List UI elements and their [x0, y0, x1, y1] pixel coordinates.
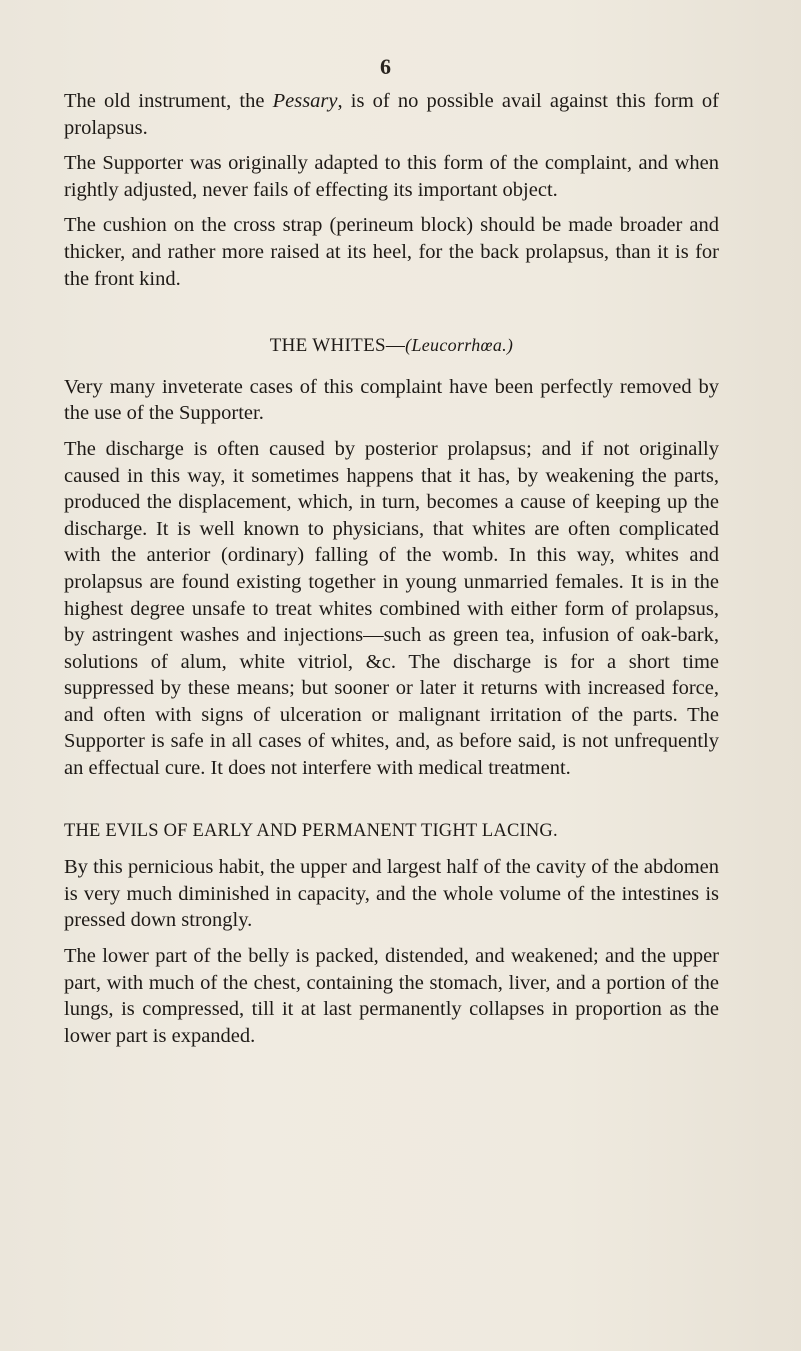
- term-pessary: Pessary: [272, 90, 338, 112]
- paragraph-discharge: The discharge is often caused by posterior prolapsus; and if not originally caused in this way, it sometimes happens that it has, by weakening the parts, produced the displacement, which, in turn, becomes a cause of keeping up the discharge. It is well known to physicians, that whites are often complicated with the anterior (ordinary) falling of the womb. In this way, whites and prolapsus are found existing together in young unmarried females. It is in the highest degree unsafe to treat whites combined with either form of prolapsus, by astringent washes and injections—such as green tea, infusion of oak-bark, solutions of alum, white vitriol, &c. The discharge is for a short time suppressed by these means; but sooner or later it returns with increased force, and often with signs of ulceration or malignant irritation of the parts. The Supporter is safe in all cases of whites, and, as before said, is not unfrequently an effectual cure. It does not interfere with medical treatment.: [64, 437, 719, 780]
- heading-whites-sub: (Leucorrhœa.): [405, 335, 514, 356]
- heading-whites: [64, 332, 719, 360]
- paragraph-inveterate-cases: Very many inveterate cases of this complaint have been perfectly removed by the use of the Supporter.: [64, 375, 719, 425]
- page-text: [64, 88, 719, 1058]
- heading-whites-main: THE WHITES—: [269, 335, 406, 357]
- heading-tight-lacing: THE EVILS OF EARLY AND PERMANENT TIGHT LACING.: [64, 820, 558, 841]
- paragraph-lower-belly: The lower part of the belly is packed, distended, and weakened; and the upper part, with much of the chest, containing the stomach, liver, and a portion of the lungs, is compressed, till it at last permanently collapses in proportion as the lower part is expanded.: [64, 945, 719, 1047]
- paragraph-supporter-adapted: The Supporter was originally adapted to this form of the complaint, and when rightly adjusted, never fails of effecting its important object.: [64, 152, 719, 201]
- page-number: 6: [380, 54, 391, 79]
- paragraph-pernicious-habit: By this pernicious habit, the upper and largest half of the cavity of the abdomen is very much diminished in capacity, and the whole volume of the intestines is pressed down strongly.: [64, 856, 719, 932]
- paragraph-pessary: The old instrument, the Pessary, is of no possible avail against this form of prolapsus.: [64, 90, 720, 139]
- paragraph-cushion: The cushion on the cross strap (perineum block) should be made broader and thicker, and rather more raised at its heel, for the back prolapsus, than it is for the front kind.: [64, 214, 719, 290]
